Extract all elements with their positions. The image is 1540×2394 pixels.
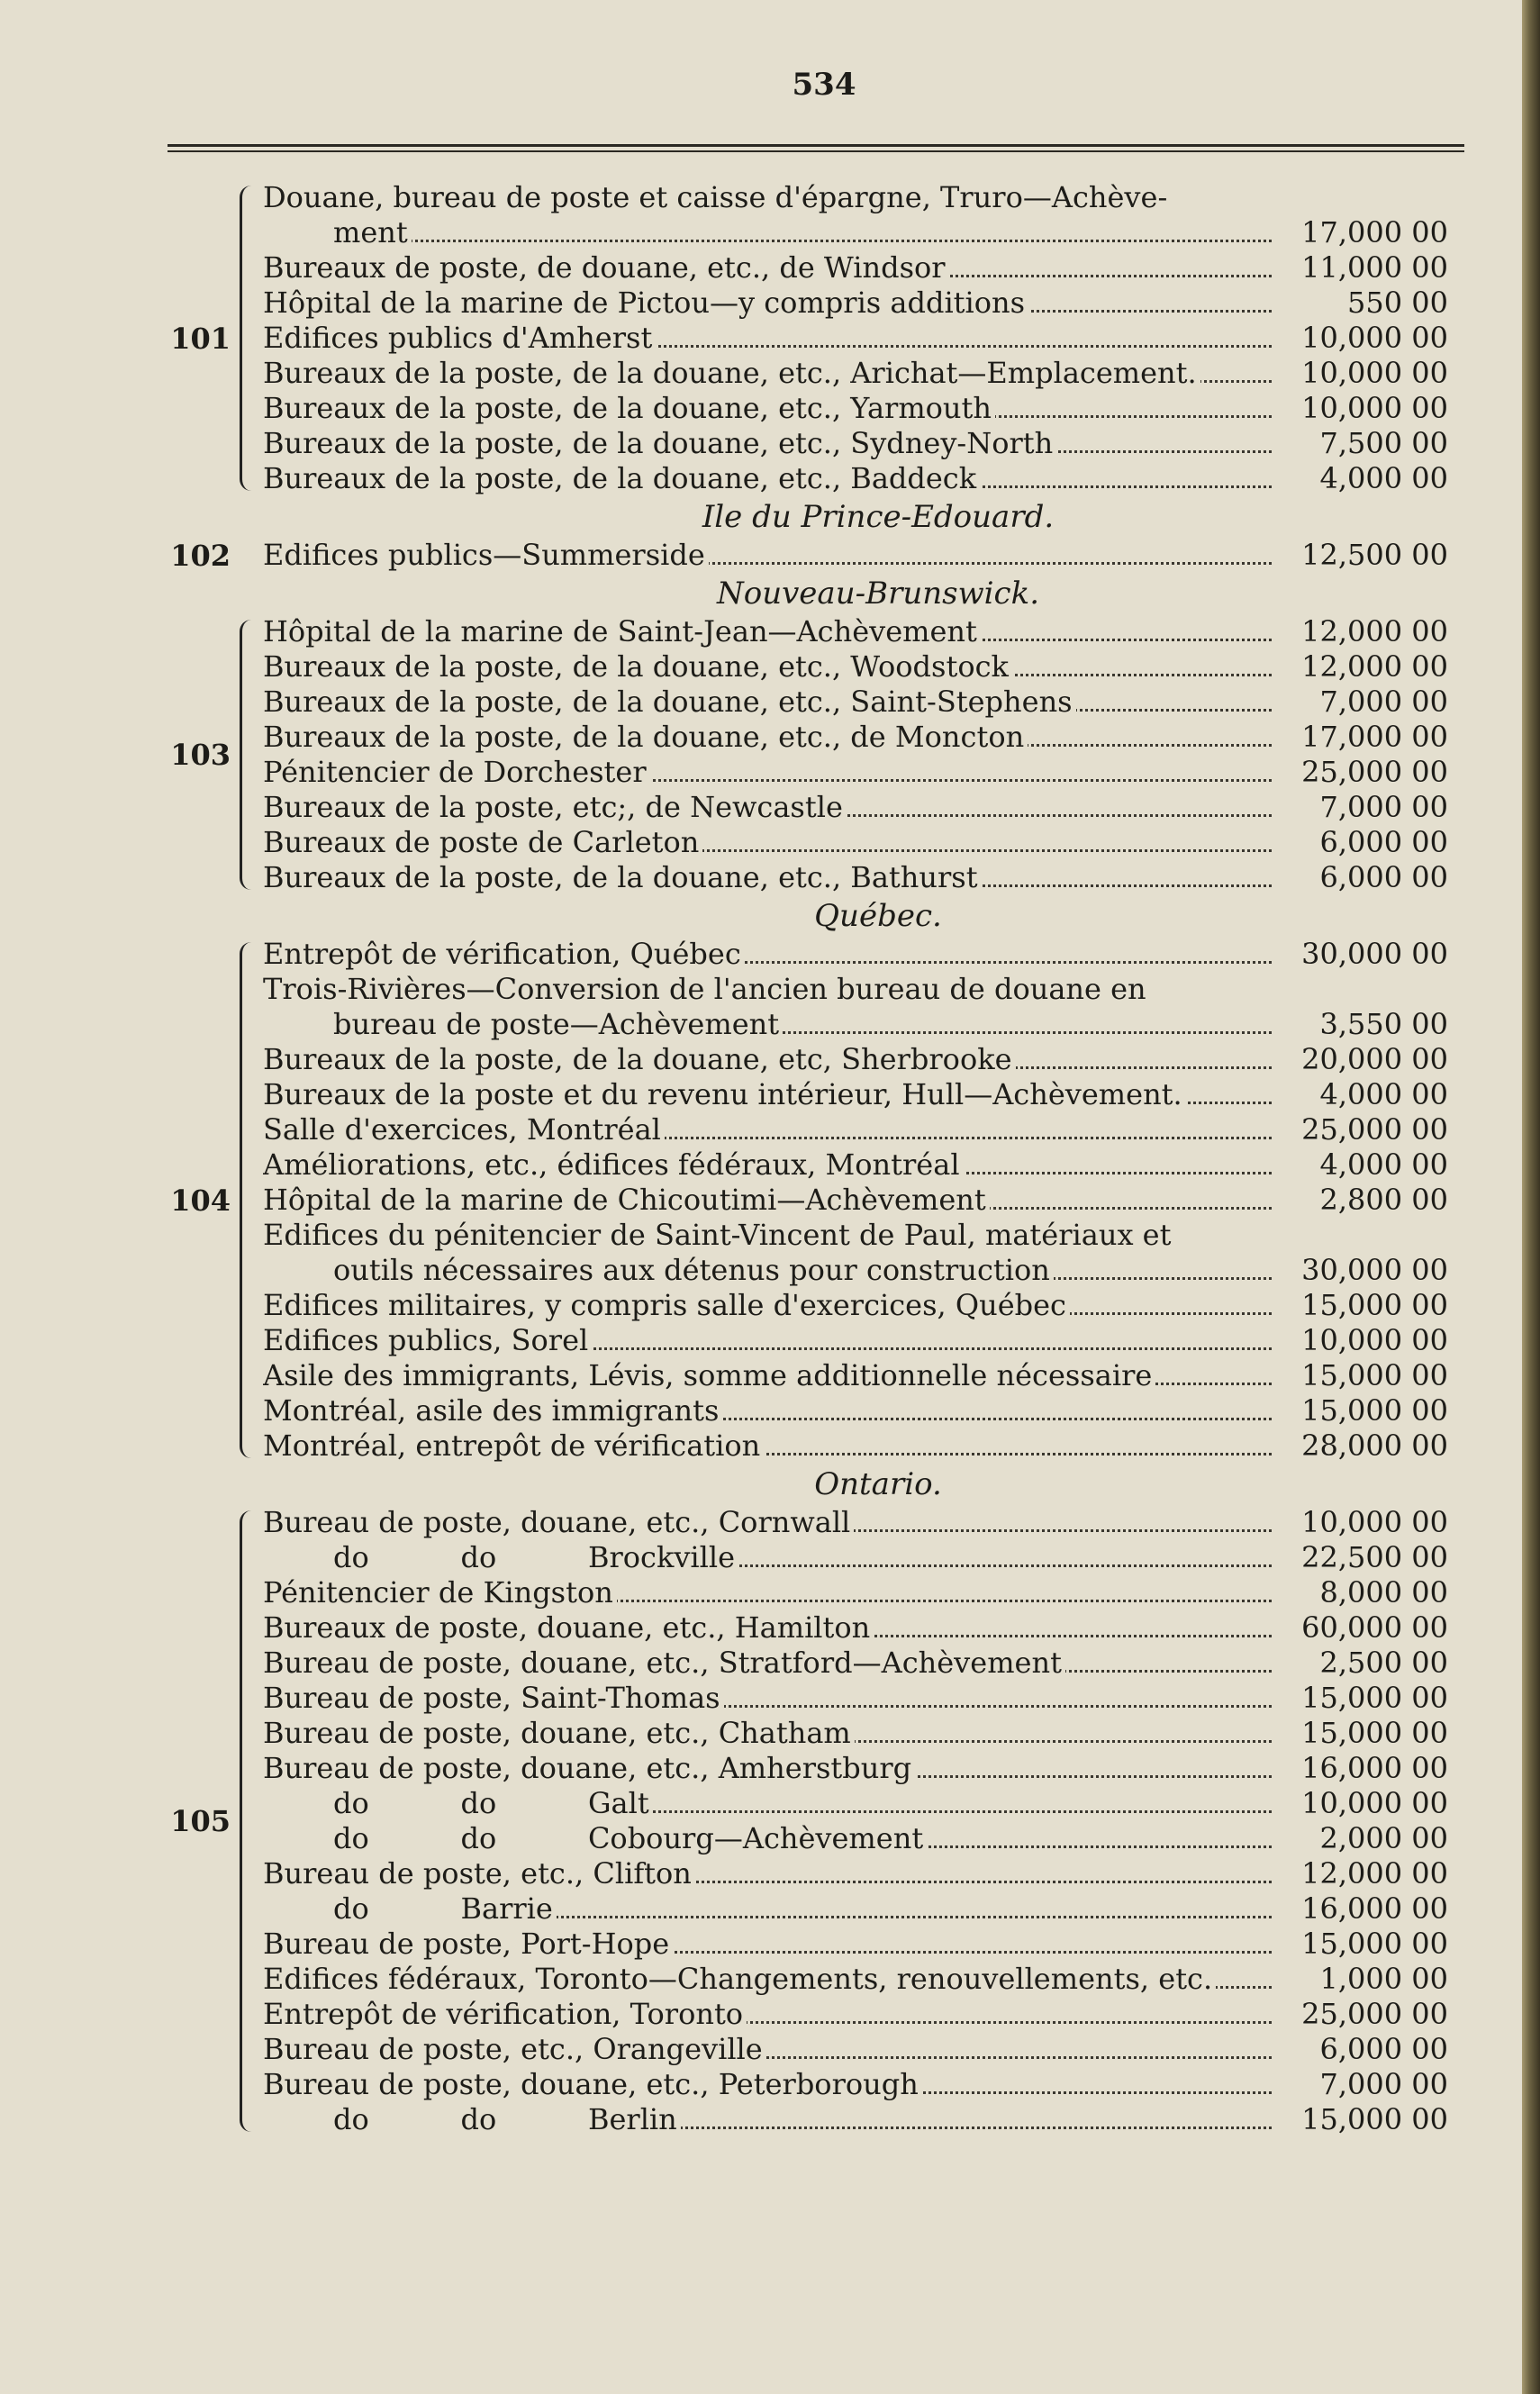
appropriation-row [0, 250, 1522, 286]
item-amount: 16,000 00 [1301, 1751, 1448, 1785]
item-text: Bureaux de poste de Carleton [263, 825, 702, 859]
appropriation-row [0, 825, 1522, 860]
appropriation-row [0, 755, 1522, 790]
item-amount: 17,000 00 [1301, 720, 1448, 754]
dot-leader [333, 240, 1272, 242]
item-text: Bureaux de la poste, de la douane, etc., Arichat—Emplacement. [263, 356, 1200, 390]
item-amount: 10,000 00 [1301, 356, 1448, 390]
item-text: Bureaux de la poste et du revenu intérieur, Hull—Achèvement. [263, 1077, 1186, 1111]
appropriation-group [0, 538, 1522, 573]
group-number: 104 [170, 1183, 231, 1218]
item-text: Edifices publics—Summerside [263, 538, 709, 572]
appropriation-row [0, 1681, 1522, 1716]
item-text: Pénitencier de Dorchester [263, 755, 650, 789]
appropriation-row [0, 1218, 1522, 1253]
appropriation-row [0, 860, 1522, 895]
item-text: Edifices publics d'Amherst [263, 321, 656, 355]
item-amount: 15,000 00 [1301, 1716, 1448, 1750]
group-number: 102 [170, 538, 231, 573]
item-text: Hôpital de la marine de Saint-Jean—Achèvement [263, 614, 981, 648]
section [0, 573, 1522, 895]
appropriation-row [0, 1428, 1522, 1464]
item-text: Bureaux de la poste, de la douane, etc., Sydney-North [263, 426, 1056, 460]
item-description [263, 391, 1272, 426]
item-amount: 12,500 00 [1301, 538, 1448, 572]
item-description [333, 215, 1272, 250]
item-amount: 15,000 00 [1301, 1288, 1448, 1322]
appropriation-row [0, 1288, 1522, 1323]
item-description [263, 1856, 1272, 1891]
item-description [263, 1042, 1272, 1077]
item-amount: 6,000 00 [1319, 2032, 1448, 2066]
section [0, 180, 1522, 496]
item-amount: 7,500 00 [1319, 426, 1448, 460]
appropriation-row [0, 790, 1522, 825]
item-amount: 15,000 00 [1301, 2102, 1448, 2136]
item-description [263, 1962, 1272, 1997]
appropriation-row [0, 426, 1522, 461]
appropriation-row [0, 1962, 1522, 1997]
appropriations-list [0, 180, 1522, 2137]
item-text: ment [333, 215, 412, 249]
item-description [333, 1253, 1272, 1288]
appropriation-row [0, 1183, 1522, 1218]
item-description [263, 1112, 1272, 1147]
item-amount: 7,000 00 [1319, 685, 1448, 719]
item-amount: 20,000 00 [1301, 1042, 1448, 1076]
item-description [333, 1540, 1272, 1575]
item-description [263, 755, 1272, 790]
item-text: Edifices fédéraux, Toronto—Changements, renouvellements, etc. [263, 1962, 1216, 1996]
item-amount: 16,000 00 [1301, 1891, 1448, 1926]
item-text: Bureau de poste, Port-Hope [263, 1927, 673, 1961]
item-text: do Barrie [333, 1891, 557, 1926]
item-description [263, 1288, 1272, 1323]
appropriation-group [0, 614, 1522, 895]
item-amount: 10,000 00 [1301, 1786, 1448, 1820]
item-amount: 25,000 00 [1301, 1997, 1448, 2031]
appropriation-row [0, 1253, 1522, 1288]
item-amount: 10,000 00 [1301, 321, 1448, 355]
item-amount: 60,000 00 [1301, 1610, 1448, 1645]
appropriation-row [0, 2067, 1522, 2102]
item-description [263, 1358, 1272, 1393]
item-amount: 4,000 00 [1319, 1147, 1448, 1182]
item-text: do do Galt [333, 1786, 653, 1820]
group-number: 101 [170, 321, 231, 356]
appropriation-row [0, 1821, 1522, 1856]
appropriation-row [0, 1393, 1522, 1428]
item-description [263, 649, 1272, 685]
appropriation-row [0, 1007, 1522, 1042]
item-description [263, 356, 1272, 391]
item-amount: 11,000 00 [1301, 250, 1448, 285]
item-description [263, 321, 1272, 356]
item-description [263, 614, 1272, 649]
appropriation-row [0, 1997, 1522, 2032]
item-amount: 15,000 00 [1301, 1393, 1448, 1428]
appropriation-row [0, 649, 1522, 685]
item-amount: 15,000 00 [1301, 1681, 1448, 1715]
appropriation-row [0, 720, 1522, 755]
appropriation-row [0, 2032, 1522, 2067]
item-description [333, 1786, 1272, 1821]
item-amount: 30,000 00 [1301, 937, 1448, 971]
item-text: Bureau de poste, douane, etc., Peterborough [263, 2067, 922, 2101]
section [0, 496, 1522, 573]
item-amount: 22,500 00 [1301, 1540, 1448, 1574]
section-title: Ile du Prince-Edouard. [702, 499, 1055, 535]
item-amount: 4,000 00 [1319, 461, 1448, 495]
item-text: Entrepôt de vérification, Québec [263, 937, 745, 971]
item-description [263, 1147, 1272, 1183]
item-description [333, 1891, 1272, 1927]
appropriation-row [0, 685, 1522, 720]
item-description [263, 1646, 1272, 1681]
item-description [263, 1428, 1272, 1464]
item-description [263, 2032, 1272, 2067]
item-amount: 8,000 00 [1319, 1575, 1448, 1610]
item-description [263, 1077, 1272, 1112]
item-amount: 28,000 00 [1301, 1428, 1448, 1463]
item-text: Bureaux de la poste, de la douane, etc., Saint-Stephens [263, 685, 1076, 719]
item-description [263, 860, 1272, 895]
appropriation-row [0, 321, 1522, 356]
item-amount: 15,000 00 [1301, 1358, 1448, 1392]
item-description [263, 2067, 1272, 2102]
item-description [263, 538, 1272, 573]
appropriation-row [0, 1077, 1522, 1112]
item-description [263, 720, 1272, 755]
item-description [263, 790, 1272, 825]
item-amount: 2,500 00 [1319, 1646, 1448, 1680]
page-number: 534 [792, 67, 856, 103]
item-amount: 1,000 00 [1319, 1962, 1448, 1996]
item-text: Bureaux de la poste, etc;, de Newcastle [263, 790, 847, 824]
item-description [263, 1751, 1272, 1786]
item-text: Edifices du pénitencier de Saint-Vincent de Paul, matériaux et [263, 1218, 1174, 1252]
item-text: Pénitencier de Kingston [263, 1575, 617, 1610]
item-description [263, 825, 1272, 860]
item-text: Bureaux de la poste, de la douane, etc., Bathurst [263, 860, 982, 894]
item-amount: 30,000 00 [1301, 1253, 1448, 1287]
appropriation-row [0, 937, 1522, 972]
appropriation-row [0, 1751, 1522, 1786]
item-text: bureau de poste—Achèvement [333, 1007, 783, 1041]
item-description [333, 1821, 1272, 1856]
item-text: Salle d'exercices, Montréal [263, 1112, 665, 1147]
item-amount: 12,000 00 [1301, 1856, 1448, 1891]
section-title: Québec. [814, 898, 942, 934]
item-description [263, 250, 1272, 286]
section [0, 1464, 1522, 2137]
appropriation-row [0, 215, 1522, 250]
item-description [263, 1716, 1272, 1751]
item-text: Bureaux de la poste, de la douane, etc., Yarmouth [263, 391, 995, 425]
group-number: 103 [170, 738, 231, 772]
appropriation-row [0, 614, 1522, 649]
item-description [263, 426, 1272, 461]
appropriation-row [0, 1112, 1522, 1147]
item-text: Trois-Rivières—Conversion de l'ancien bureau de douane en [263, 972, 1150, 1006]
header-rule [168, 144, 1464, 147]
item-amount: 3,550 00 [1319, 1007, 1448, 1041]
item-text: outils nécessaires aux détenus pour construction [333, 1253, 1054, 1287]
item-description [263, 180, 1272, 215]
item-text: Bureaux de poste, douane, etc., Hamilton [263, 1610, 874, 1645]
appropriation-row [0, 538, 1522, 573]
item-description [263, 1393, 1272, 1428]
section-title: Nouveau-Brunswick. [716, 576, 1039, 612]
item-text: Améliorations, etc., édifices fédéraux, Montréal [263, 1147, 964, 1182]
item-amount: 15,000 00 [1301, 1927, 1448, 1961]
appropriation-row [0, 972, 1522, 1007]
appropriation-row [0, 1891, 1522, 1927]
item-amount: 550 00 [1347, 286, 1448, 320]
item-text: do do Berlin [333, 2102, 681, 2136]
item-amount: 4,000 00 [1319, 1077, 1448, 1111]
appropriation-group [0, 1505, 1522, 2137]
item-text: Asile des immigrants, Lévis, somme additionnelle nécessaire [263, 1358, 1155, 1392]
item-amount: 7,000 00 [1319, 790, 1448, 824]
item-amount: 17,000 00 [1301, 215, 1448, 249]
appropriation-row [0, 1505, 1522, 1540]
item-amount: 10,000 00 [1301, 1323, 1448, 1357]
item-text: Bureau de poste, douane, etc., Amherstburg [263, 1751, 915, 1785]
item-amount: 2,800 00 [1319, 1183, 1448, 1217]
group-number: 105 [170, 1804, 231, 1838]
appropriation-row [0, 180, 1522, 215]
appropriation-row [0, 2102, 1522, 2137]
appropriation-row [0, 1786, 1522, 1821]
item-description [263, 1681, 1272, 1716]
section [0, 895, 1522, 1464]
item-text: Bureaux de la poste, de la douane, etc., Baddeck [263, 461, 980, 495]
item-text: Bureaux de la poste, de la douane, etc., de Moncton [263, 720, 1028, 754]
item-text: Bureau de poste, Saint-Thomas [263, 1681, 724, 1715]
item-text: Entrepôt de vérification, Toronto [263, 1997, 747, 2031]
item-text: Bureaux de la poste, de la douane, etc, Sherbrooke [263, 1042, 1016, 1076]
item-description [263, 461, 1272, 496]
item-amount: 10,000 00 [1301, 391, 1448, 425]
item-text: Hôpital de la marine de Chicoutimi—Achèvement [263, 1183, 990, 1217]
page-edge [1522, 0, 1540, 2394]
item-amount: 6,000 00 [1319, 860, 1448, 894]
appropriation-group [0, 937, 1522, 1464]
appropriation-row [0, 1042, 1522, 1077]
item-description [263, 1997, 1272, 2032]
item-text: Bureau de poste, douane, etc., Stratford—Achèvement [263, 1646, 1065, 1680]
appropriation-row [0, 1716, 1522, 1751]
appropriation-row [0, 356, 1522, 391]
item-description [333, 2102, 1272, 2137]
item-description [263, 1927, 1272, 1962]
appropriation-row [0, 1540, 1522, 1575]
item-description [263, 1610, 1272, 1646]
appropriation-row [0, 286, 1522, 321]
item-text: Montréal, asile des immigrants [263, 1393, 722, 1428]
appropriation-row [0, 1646, 1522, 1681]
item-description [263, 937, 1272, 972]
item-amount: 6,000 00 [1319, 825, 1448, 859]
appropriation-row [0, 1927, 1522, 1962]
item-description [263, 685, 1272, 720]
appropriation-row [0, 1856, 1522, 1891]
item-amount: 25,000 00 [1301, 755, 1448, 789]
item-text: Douane, bureau de poste et caisse d'épargne, Truro—Achève- [263, 180, 1171, 214]
item-text: Bureaux de poste, de douane, etc., de Windsor [263, 250, 949, 285]
appropriation-row [0, 1147, 1522, 1183]
item-description [263, 1505, 1272, 1540]
item-text: Bureau de poste, etc., Orangeville [263, 2032, 766, 2066]
appropriation-row [0, 1610, 1522, 1646]
appropriation-row [0, 1575, 1522, 1610]
header-rule-thin [168, 150, 1464, 152]
appropriation-row [0, 391, 1522, 426]
item-description [263, 286, 1272, 321]
item-amount: 12,000 00 [1301, 649, 1448, 684]
item-description [263, 1575, 1272, 1610]
item-text: Montréal, entrepôt de vérification [263, 1428, 764, 1463]
item-amount: 10,000 00 [1301, 1505, 1448, 1539]
item-text: Bureau de poste, etc., Clifton [263, 1856, 695, 1891]
section-title: Ontario. [814, 1466, 942, 1502]
item-description [263, 1183, 1272, 1218]
item-amount: 2,000 00 [1319, 1821, 1448, 1855]
item-amount: 7,000 00 [1319, 2067, 1448, 2101]
item-amount: 12,000 00 [1301, 614, 1448, 648]
appropriation-row [0, 1358, 1522, 1393]
item-text: do do Brockville [333, 1540, 738, 1574]
item-text: Edifices militaires, y compris salle d'exercices, Québec [263, 1288, 1070, 1322]
item-description [263, 972, 1272, 1007]
item-text: Bureau de poste, douane, etc., Cornwall [263, 1505, 854, 1539]
item-text: Bureau de poste, douane, etc., Chatham [263, 1716, 855, 1750]
item-amount: 25,000 00 [1301, 1112, 1448, 1147]
item-description [263, 1323, 1272, 1358]
appropriation-row [0, 1323, 1522, 1358]
appropriation-group [0, 180, 1522, 496]
item-text: Bureaux de la poste, de la douane, etc., Woodstock [263, 649, 1012, 684]
item-text: Edifices publics, Sorel [263, 1323, 592, 1357]
item-description [333, 1007, 1272, 1042]
item-text: do do Cobourg—Achèvement [333, 1821, 927, 1855]
appropriation-row [0, 461, 1522, 496]
item-text: Hôpital de la marine de Pictou—y compris additions [263, 286, 1028, 320]
item-description [263, 1218, 1272, 1253]
